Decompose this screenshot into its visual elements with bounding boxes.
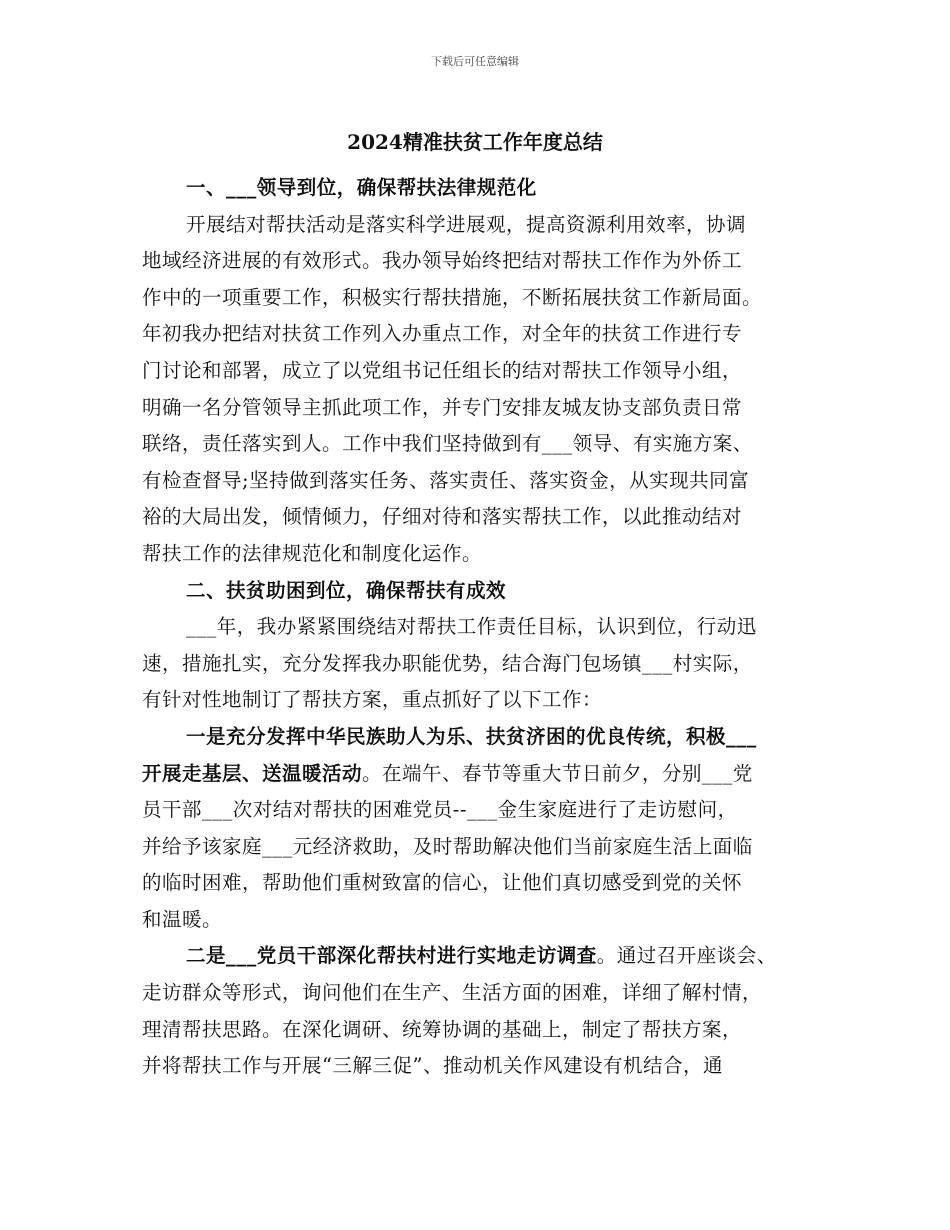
paragraph-line: 有检查督导;坚持做到落实任务、落实责任、落实资金，从实现共同富 bbox=[142, 468, 750, 492]
document-body bbox=[142, 170, 814, 1085]
paragraph-line: 的临时困难，帮助他们重树致富的信心，让他们真切感受到党的关怀 bbox=[142, 871, 743, 895]
paragraph-line: 开展结对帮扶活动是落实科学进展观，提高资源利用效率，协调 bbox=[186, 212, 747, 236]
paragraph-line: 员干部___次对结对帮扶的困难党员--___金生家庭进行了走访慰问， bbox=[142, 798, 738, 822]
section-1-heading: 一、___领导到位，确保帮扶法律规范化 bbox=[186, 176, 537, 199]
paragraph-line: 地域经济进展的有效形式。我办领导始终把结对帮扶工作作为外侨工 bbox=[142, 249, 743, 273]
section-2-heading: 二、扶贫助困到位，确保帮扶有成效 bbox=[186, 578, 507, 602]
paragraph-line: 联络，责任落实到人。工作中我们坚持做到有___领导、有实施方案、 bbox=[142, 432, 753, 456]
item-2-lead-rest: 。通过召开座谈会、 bbox=[596, 944, 777, 968]
paragraph-line: 有针对性地制订了帮扶方案，重点抓好了以下工作： bbox=[142, 688, 603, 712]
paragraph-line: 帮扶工作的法律规范化和制度化运作。 bbox=[142, 541, 483, 565]
paragraph-line: 门讨论和部署，成立了以党组书记任组长的结对帮扶工作领导小组， bbox=[142, 358, 743, 382]
paragraph-line: 作中的一项重要工作，积极实行帮扶措施，不断拓展扶贫工作新局面。 bbox=[142, 285, 763, 309]
paragraph-line: 速，措施扎实，充分发挥我办职能优势，结合海门包场镇___村实际， bbox=[142, 651, 753, 675]
paragraph-line: 年初我办把结对扶贫工作列入办重点工作，对全年的扶贫工作进行专 bbox=[142, 322, 743, 346]
item-1-lead-rest: 。在端午、春节等重大节日前夕，分别___党 bbox=[362, 761, 753, 785]
paragraph-line: 和温暖。 bbox=[142, 907, 223, 931]
page-header-note: 下载后可任意编辑 bbox=[431, 55, 519, 68]
paragraph-line: ___年，我办紧紧围绕结对帮扶工作责任目标，认识到位，行动迅 bbox=[186, 615, 757, 639]
paragraph-line: 走访群众等形式，询问他们在生产、生活方面的困难，详细了解村情， bbox=[142, 981, 763, 1005]
document-title: 2024精准扶贫工作年度总结 bbox=[347, 130, 603, 154]
paragraph-line: 裕的大局出发，倾情倾力，仔细对待和落实帮扶工作，以此推动结对 bbox=[142, 505, 743, 529]
item-1-bold-line: 一是充分发挥中华民族助人为乐、扶贫济困的优良传统，积极___ bbox=[186, 724, 757, 748]
paragraph-line: 并将帮扶工作与开展“三解三促”、推动机关作风建设有机结合，通 bbox=[142, 1054, 723, 1078]
item-2-bold-lead: 二是___党员干部深化帮扶村进行实地走访调查 bbox=[186, 944, 597, 968]
paragraph-line: 并给予该家庭___元经济救助，及时帮助解决他们当前家庭生活上面临 bbox=[142, 834, 753, 858]
item-2-lead-line bbox=[142, 938, 814, 975]
item-1-lead-line bbox=[142, 756, 814, 793]
item-1-bold-lead: 开展走基层、送温暖活动 bbox=[142, 761, 363, 785]
paragraph-line: 明确一名分管领导主抓此项工作，并专门安排友城友协支部负责日常 bbox=[142, 395, 743, 419]
paragraph-line: 理清帮扶思路。在深化调研、统筹协调的基础上，制定了帮扶方案， bbox=[142, 1017, 743, 1041]
